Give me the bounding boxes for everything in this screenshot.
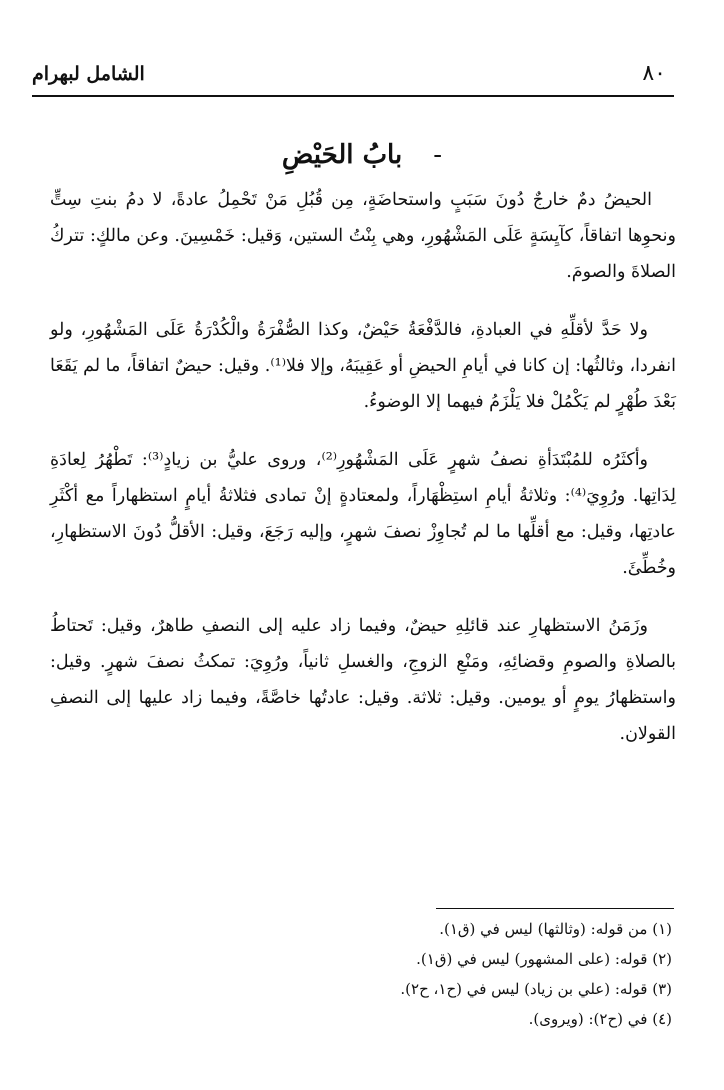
footnote: (٣) قوله: (علي بن زياد) ليس في (ح١، ح٢). (400, 980, 672, 998)
paragraph: ولا حَدَّ لأقلِّهِ في العبادةِ، فالدَّفْعَةُ حَيْضٌ، وكذا الصُّفْرَةُ والْكُدْرَةُ عَلَى المَشْهُورِ، ولو انفردا، وثالثُها: إن كانا في أيامِ الحيضِ أو عَقِيبَهُ، وإلا فلا⁽¹⁾. وقيل: حيضٌ اتفاقاً، ما لم يَقَعَا بَعْدَ طُهْرٍ لم يَكْمُلْ فلا يَلْزَمُ فيهما إلا الوضوءُ. (50, 320, 676, 412)
chapter-heading-text: بابُ الحَيْضِ (281, 140, 403, 170)
paragraph: الحيضُ دمٌ خارجٌ دُونَ سَبَبٍ واستحاضَةٍ، مِن قُبُلِ مَنْ تَحْمِلُ عادةً، لا دمُ بنتِ سِتٍّ ونحوِها اتفاقاً، كآيِسَةٍ عَلَى المَشْهُورِ، وهي بِنْتُ الستين، وَقيل: خَمْسِينَ. وعن مالكٍ: تتركُ الصلاةَ والصومَ. (50, 190, 676, 282)
footnote: (٢) قوله: (على المشهور) ليس في (ق١). (416, 950, 672, 968)
page-number: ٨٠ (642, 61, 666, 86)
main-text (50, 182, 676, 774)
footnote-divider (436, 908, 674, 909)
paragraph: وأكثَرُه للمُبْتَدَأةِ نصفُ شهرٍ عَلَى المَشْهُورِ⁽²⁾، وروى عليُّ بن زيادٍ⁽³⁾: تَطْهُرُ لِعادَةِ لِدَاتِها. ورُوِيَ⁽⁴⁾: وثلاثةُ أيامِ استِظْهَاراً، ولمعتادةٍ إنْ تمادى فثلاثةُ أيامٍ استظهاراً مع أكْثَرِ عادتِها، وقيل: مع أقلِّها ما لم تُجاوِزْ نصفَ شهرٍ، وإليه رَجَعَ، وقيل: الأقلُّ دُونَ الاستظهارِ، وخُطِّئَ. (50, 450, 677, 578)
footnote: (٤) في (ح٢): (ويروى). (528, 1010, 672, 1028)
paragraph: وزَمَنُ الاستظهارِ عند قائلِهِ حيضٌ، وفيما زاد عليه إلى النصفِ طاهرٌ، وقيل: تَحتاطُ بالصلاةِ والصومِ وقضائِهِ، ومَنْعِ الزوجِ، والغسلِ ثانياً، ورُوِيَ: تمكثُ نصفَ شهرٍ. وقيل: واستظهارُ يومٍ أو يومين. وقيل: ثلاثة. وقيل: عادتُها خاصَّةً، وفيما زاد عليها إلى النصفِ القولان. (50, 616, 676, 744)
running-header (32, 60, 666, 94)
book-title: الشامل لبهرام (32, 63, 145, 85)
footnote: (١) من قوله: (وثالثها) ليس في (ق١). (439, 920, 672, 938)
footnotes (50, 914, 672, 1034)
chapter-heading-dash: - (433, 140, 443, 170)
header-divider (32, 95, 674, 97)
chapter-heading (0, 137, 724, 173)
